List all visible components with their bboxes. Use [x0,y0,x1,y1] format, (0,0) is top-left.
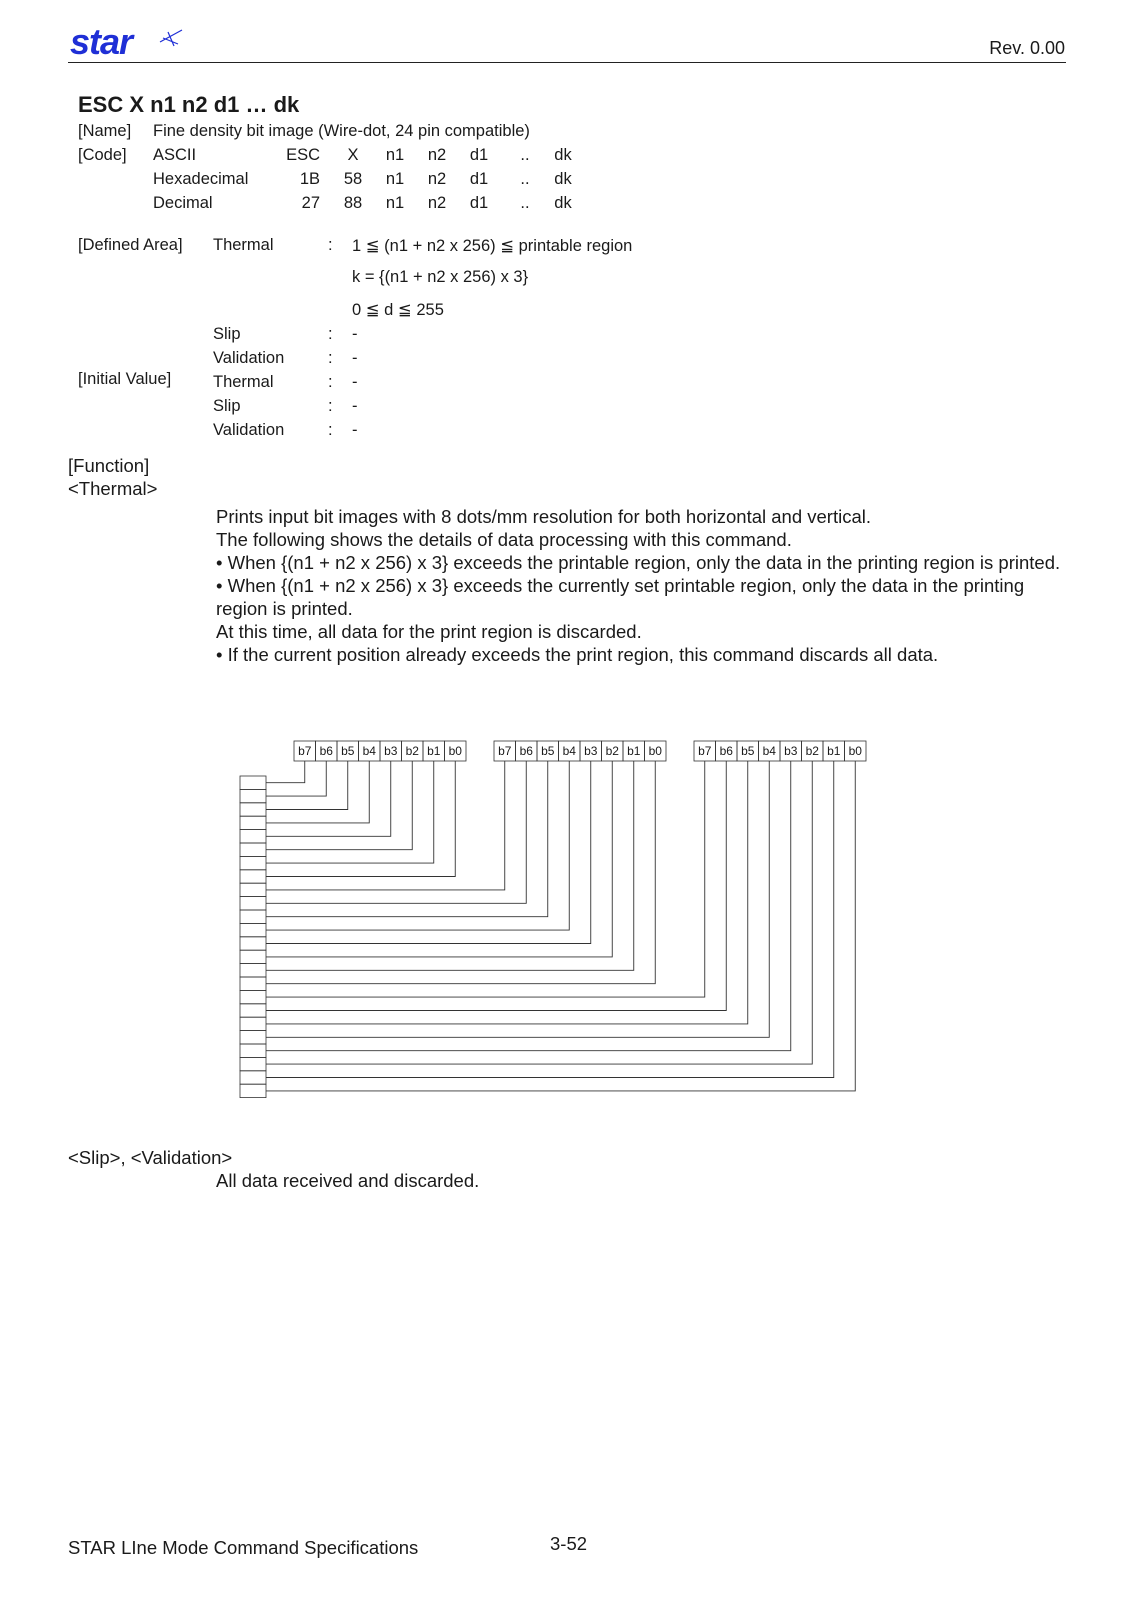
code-format-label: Decimal [153,194,213,212]
command-title: ESC X n1 n2 d1 … dk [78,92,300,117]
bit-label: b1 [627,744,641,758]
bit-label: b0 [848,744,862,758]
dot-cell [240,1044,266,1057]
dot-cell [240,816,266,829]
bit-connector-line [266,761,655,984]
dot-cell [240,937,266,950]
dot-cell [240,977,266,990]
bit-label: b2 [605,744,619,758]
dot-cell [240,843,266,856]
colon-separator: : [328,421,333,439]
mode-value: - [352,421,358,439]
bit-connector-line [266,761,326,796]
mode-value: - [352,349,358,367]
dot-cell [240,990,266,1003]
dot-cell [240,1017,266,1030]
thermal-paragraph: • When {(n1 + n2 x 256) x 3} exceeds the printable region, only the data in the printing region is printed. [216,552,1061,573]
code-cell: .. [520,194,530,212]
footer-page-number: 3-52 [550,1533,588,1554]
bit-connector-line [266,761,791,1051]
thermal-paragraph: At this time, all data for the print region is discarded. [216,621,642,642]
code-cell: n1 [385,146,405,164]
bit-connector-line [266,761,548,917]
code-cell: .. [520,170,530,188]
dot-cell [240,910,266,923]
code-format-label: Hexadecimal [153,170,249,188]
code-cell: X [347,146,359,164]
bit-connector-line [266,761,391,836]
thermal-paragraph: • When {(n1 + n2 x 256) x 3} exceeds the currently set printable region, only the data in the printing region is printed. [216,575,1025,619]
dot-cell [240,1057,266,1070]
code-cell: n2 [427,146,447,164]
mode-label: Validation [213,349,285,367]
bit-label: b2 [805,744,819,758]
code-label: [Code] [78,146,127,164]
code-cell: n2 [427,170,447,188]
bit-label: b6 [519,744,533,758]
defined-area-label: [Defined Area] [78,236,183,254]
dot-cell [240,776,266,789]
thermal-section-label: <Thermal> [68,478,158,499]
mode-value: 1 ≦ (n1 + n2 x 256) ≦ printable region [352,237,633,255]
bit-connector-line [266,761,434,863]
colon-separator: : [328,236,333,254]
bit-connector-line [266,761,834,1078]
name-label: [Name] [78,122,132,140]
svg-text:star: star [70,24,133,60]
mode-value: 0 ≦ d ≦ 255 [352,301,444,319]
mode-value: - [352,397,358,415]
mode-label: Thermal [213,373,274,391]
bit-label: b4 [762,744,776,758]
bit-label: b0 [448,744,462,758]
bit-connector-line [266,761,612,957]
dot-cell [240,1031,266,1044]
dot-cell [240,883,266,896]
name-value: Fine density bit image (Wire-dot, 24 pin compatible) [153,122,530,140]
bit-connector-line [266,761,769,1037]
colon-separator: : [328,325,333,343]
dot-cell [240,803,266,816]
dot-cell [240,830,266,843]
bit-label: b5 [341,744,355,758]
mode-value: - [352,325,358,343]
bit-label: b1 [427,744,441,758]
bit-connector-line [266,761,726,1011]
dot-cell [240,1004,266,1017]
code-cell: n2 [427,194,447,212]
bit-label: b7 [498,744,512,758]
bit-label: b6 [719,744,733,758]
code-cell: n1 [385,170,405,188]
bit-connector-line [266,761,455,877]
colon-separator: : [328,397,333,415]
code-cell: ESC [286,146,320,164]
dot-cell [240,856,266,869]
bit-connector-line [266,761,348,810]
dot-cell [240,964,266,977]
mode-label: Thermal [213,236,274,254]
mode-label: Slip [213,397,241,415]
bit-label: b4 [362,744,376,758]
code-format-label: ASCII [153,146,197,164]
bit-connector-line [266,761,569,930]
bit-label: b7 [298,744,312,758]
code-cell: 88 [343,194,363,212]
bit-connector-line [266,761,591,944]
code-cell: d1 [469,170,489,188]
dot-cell [240,950,266,963]
code-cell: 27 [301,194,320,212]
bit-label: b6 [319,744,333,758]
code-cell: dk [554,170,572,188]
thermal-paragraph: The following shows the details of data processing with this command. [216,529,792,550]
bit-connector-line [266,761,705,997]
code-cell: dk [554,194,572,212]
dot-cell [240,1071,266,1084]
bit-label: b7 [698,744,712,758]
thermal-paragraph: • If the current position already exceeds the print region, this command discards all data. [216,644,939,665]
slip-validation-label: <Slip>, <Validation> [68,1147,233,1168]
bit-label: b3 [384,744,398,758]
bit-connector-line [266,761,634,970]
dot-cell [240,897,266,910]
bit-label: b2 [405,744,419,758]
code-cell: .. [520,146,530,164]
function-label: [Function] [68,455,150,476]
revision-label: Rev. 0.00 [989,38,1065,58]
initial-value-label: [Initial Value] [78,370,172,388]
mode-value: k = {(n1 + n2 x 256) x 3} [352,268,529,286]
code-cell: 1B [299,170,320,188]
mode-label: Validation [213,421,285,439]
bit-label: b5 [741,744,755,758]
bit-label: b4 [562,744,576,758]
colon-separator: : [328,373,333,391]
bit-connector-line [266,761,855,1091]
code-cell: dk [554,146,572,164]
bit-label: b0 [648,744,662,758]
dot-cell [240,1084,266,1097]
dot-cell [240,923,266,936]
bit-connector-line [266,761,505,890]
dot-cell [240,789,266,802]
mode-label: Slip [213,325,241,343]
slip-validation-text: All data received and discarded. [216,1170,480,1191]
bit-connector-line [266,761,369,823]
bit-label: b3 [784,744,798,758]
code-cell: d1 [469,194,489,212]
code-cell: d1 [469,146,489,164]
thermal-paragraph: Prints input bit images with 8 dots/mm resolution for both horizontal and vertical. [216,506,872,527]
code-cell: n1 [385,194,405,212]
bit-connector-line [266,761,748,1024]
footer-document-title: STAR LIne Mode Command Specifications [68,1537,419,1558]
bit-label: b3 [584,744,598,758]
code-cell: 58 [343,170,363,188]
bit-label: b5 [541,744,555,758]
bit-label: b1 [827,744,841,758]
bit-connector-line [266,761,305,783]
mode-value: - [352,373,358,391]
dot-cell [240,870,266,883]
colon-separator: : [328,349,333,367]
